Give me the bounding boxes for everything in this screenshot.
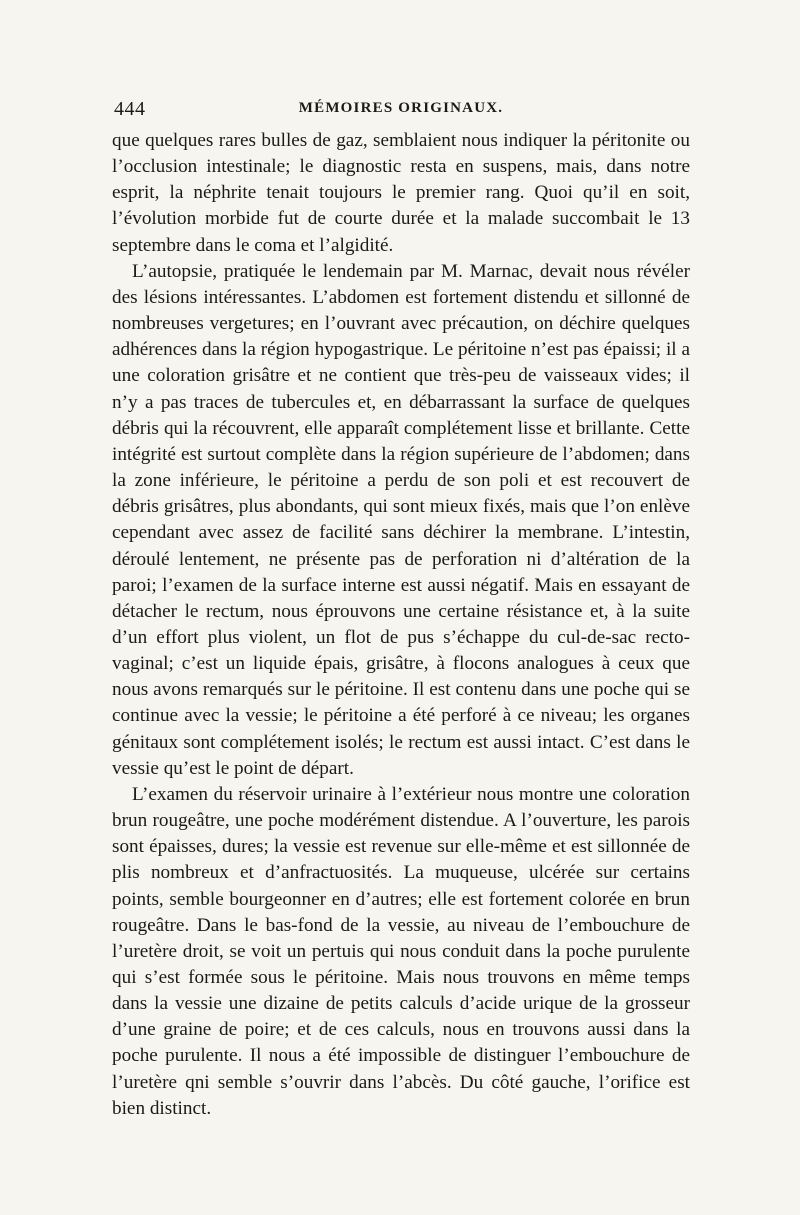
paragraph-bladder-exam: L’examen du réservoir urinaire à l’extérieur nous montre une coloration brun rougeâtre, une poche modérément distendue. A l’ouverture, les parois sont épaisses, dures; la vessie est revenue sur elle-même et est sillonnée de plis nombreux et d’anfractuosités. La muqueuse, ulcérée sur certains points, semble bourgeonner en d’autres; elle est fortement colorée en brun rougeâtre. Dans le bas-fond de la vessie, au niveau de l’embouchure de l’uretère droit, se voit un pertuis qui nous conduit dans la poche purulente qui s’est formée sous le péritoine. Mais nous trouvons en même temps dans la vessie une dizaine de petits calculs d’acide urique de la grosseur d’une graine de poire; et de ces calculs, nous en trouvons aussi dans la poche purulente. Il nous a été impossible de distinguer l’embouchure de l’uretère qni semble s’ouvrir dans l’abcès. Du côté gauche, l’orifice est bien distinct. bbox=[112, 783, 690, 1119]
running-head bbox=[112, 98, 690, 128]
paragraph-autopsy: L’autopsie, pratiquée le lendemain par M. Marnac, devait nous révéler des lésions intéressantes. L’abdomen est fortement distendu et sillonné de nombreuses vergetures; en l’ouvrant avec précaution, on déchire quelques adhérences dans la région hypogastrique. Le péritoine n’est pas épaissi; il a une coloration grisâtre et ne contient que très-peu de vaisseaux vides; il n’y a pas traces de tubercules et, en débarrassant la surface de quelques débris qui la récouvrent, elle apparaît complétement lisse et brillante. Cette intégrité est surtout complète dans la région supérieure de l’abdomen; dans la zone inférieure, le péritoine a perdu de son poli et est recouvert de débris grisâtres, plus abondants, qui sont mieux fixés, mais que l’on enlève cependant avec assez de facilité sans déchirer la membrane. L’intestin, déroulé lentement, ne présente pas de perforation ni d’altération de la paroi; l’examen de la surface interne est aussi négatif. Mais en essayant de détacher le rectum, nous éprouvons une certaine résistance et, à la suite d’un effort plus violent, un flot de pus s’échappe du cul-de-sac recto-vaginal; c’est un liquide épais, grisâtre, à flocons analogues à ceux que nous avons remarqués sur le péritoine. Il est contenu dans une poche qui se continue avec la vessie; le péritoine a été perforé à ce niveau; les organes génitaux sont complétement isolés; le rectum est aussi intact. C’est dans le vessie qu’est le point de départ. bbox=[112, 260, 690, 779]
paragraph-continued: que quelques rares bulles de gaz, semblaient nous indiquer la péritonite ou l’occlusion intestinale; le diagnostic resta en suspens, mais, dans notre esprit, la néphrite tenait toujours le premier rang. Quoi qu’il en soit, l’évolution morbide fut de courte durée et la malade succombait le 13 septembre dans le coma et l’algidité. bbox=[112, 130, 690, 256]
running-title: MÉMOIRES ORIGINAUX. bbox=[298, 100, 504, 116]
body-text bbox=[112, 128, 690, 1122]
page-number: 444 bbox=[114, 98, 146, 120]
